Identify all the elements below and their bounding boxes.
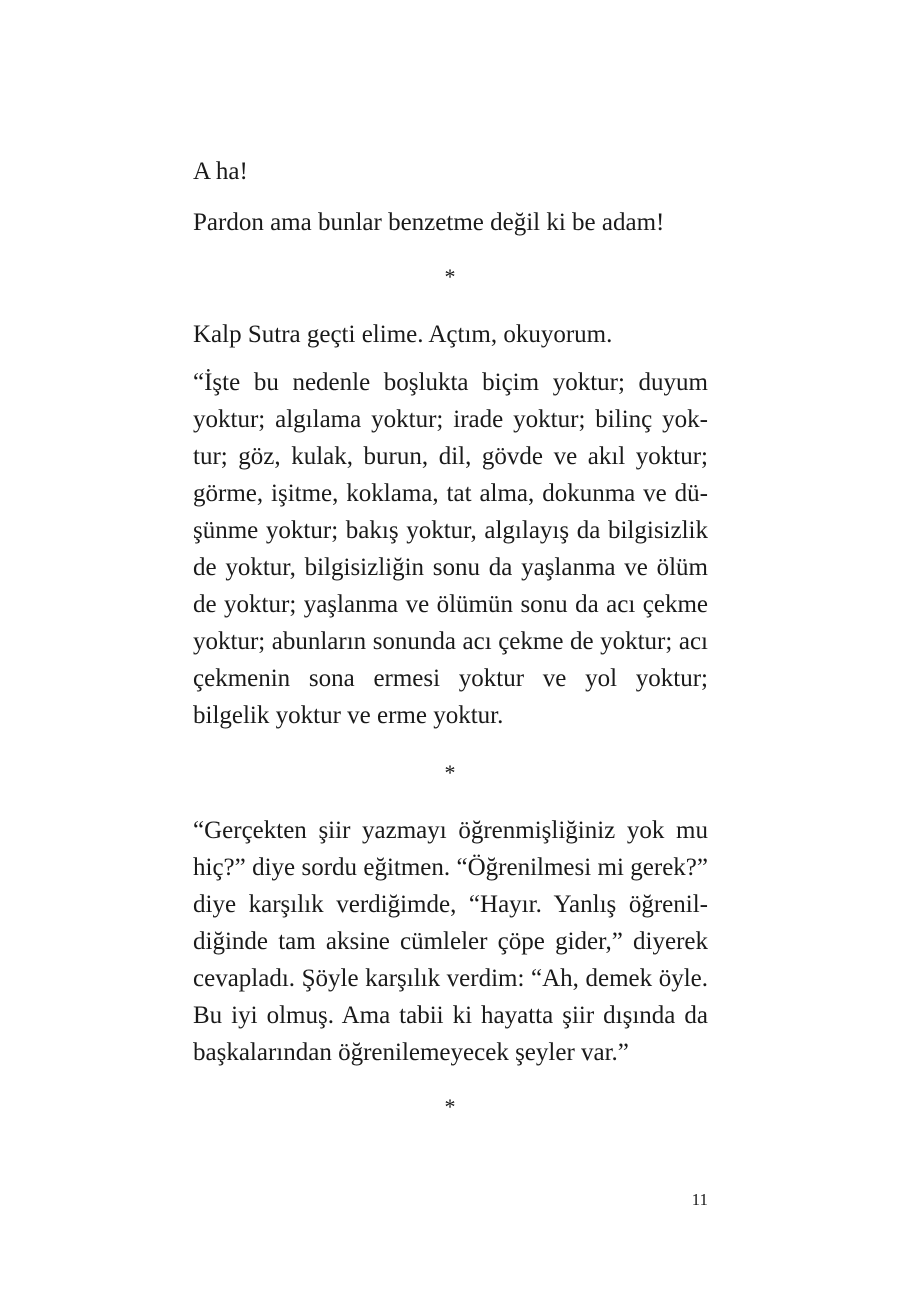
exclamation-line: A ha! [193, 158, 248, 185]
section-separator: * [444, 1094, 456, 1119]
paragraph-poetry-dialogue: “Gerçekten şiir yazmayı öğrenmişliğiniz yok mu hiç?” diye sordu eğitmen. “Öğrenilmesi mi gerek?” diye karşılık verdiğimde, “Hayır. Yanlış öğrenildiğinde tam aksine cümleler çöpe gider,” diyerek cevapladı. Şöyle karşılık verdim: “Ah, demek öyle. Bu iyi olmuş. Ama tabii ki hayatta şiir dışında da başkalarından öğrenilemeyecek şeyler var.” [193, 817, 708, 1066]
page-number: 11 [691, 1190, 708, 1209]
paragraph-sutra-quote: “İşte bu nedenle boşlukta biçim yoktur; duyum yoktur; algılama yoktur; irade yoktur; bilinç yoktur; göz, kulak, burun, dil, gövde ve akıl yoktur; görme, işitme, koklama, tat alma, dokunma ve düşünme yoktur; bakış yoktur, algılayış da bilgisizlik de yoktur, bilgisizliğin sonu da yaşlanma ve ölüm de yoktur; yaşlanma ve ölümün sonu da acı çekme yoktur; abunların sonunda acı çekme de yoktur; acı çekmenin sona ermesi yoktur ve yol yoktur; bilgelik yoktur ve erme yoktur. [193, 369, 708, 729]
section-separator: * [444, 264, 456, 289]
section-separator: * [444, 760, 456, 785]
paragraph-kalp-sutra: Kalp Sutra geçti elime. Açtım, okuyorum. [193, 321, 613, 348]
retort-line: Pardon ama bunlar benzetme değil ki be adam! [193, 209, 665, 236]
